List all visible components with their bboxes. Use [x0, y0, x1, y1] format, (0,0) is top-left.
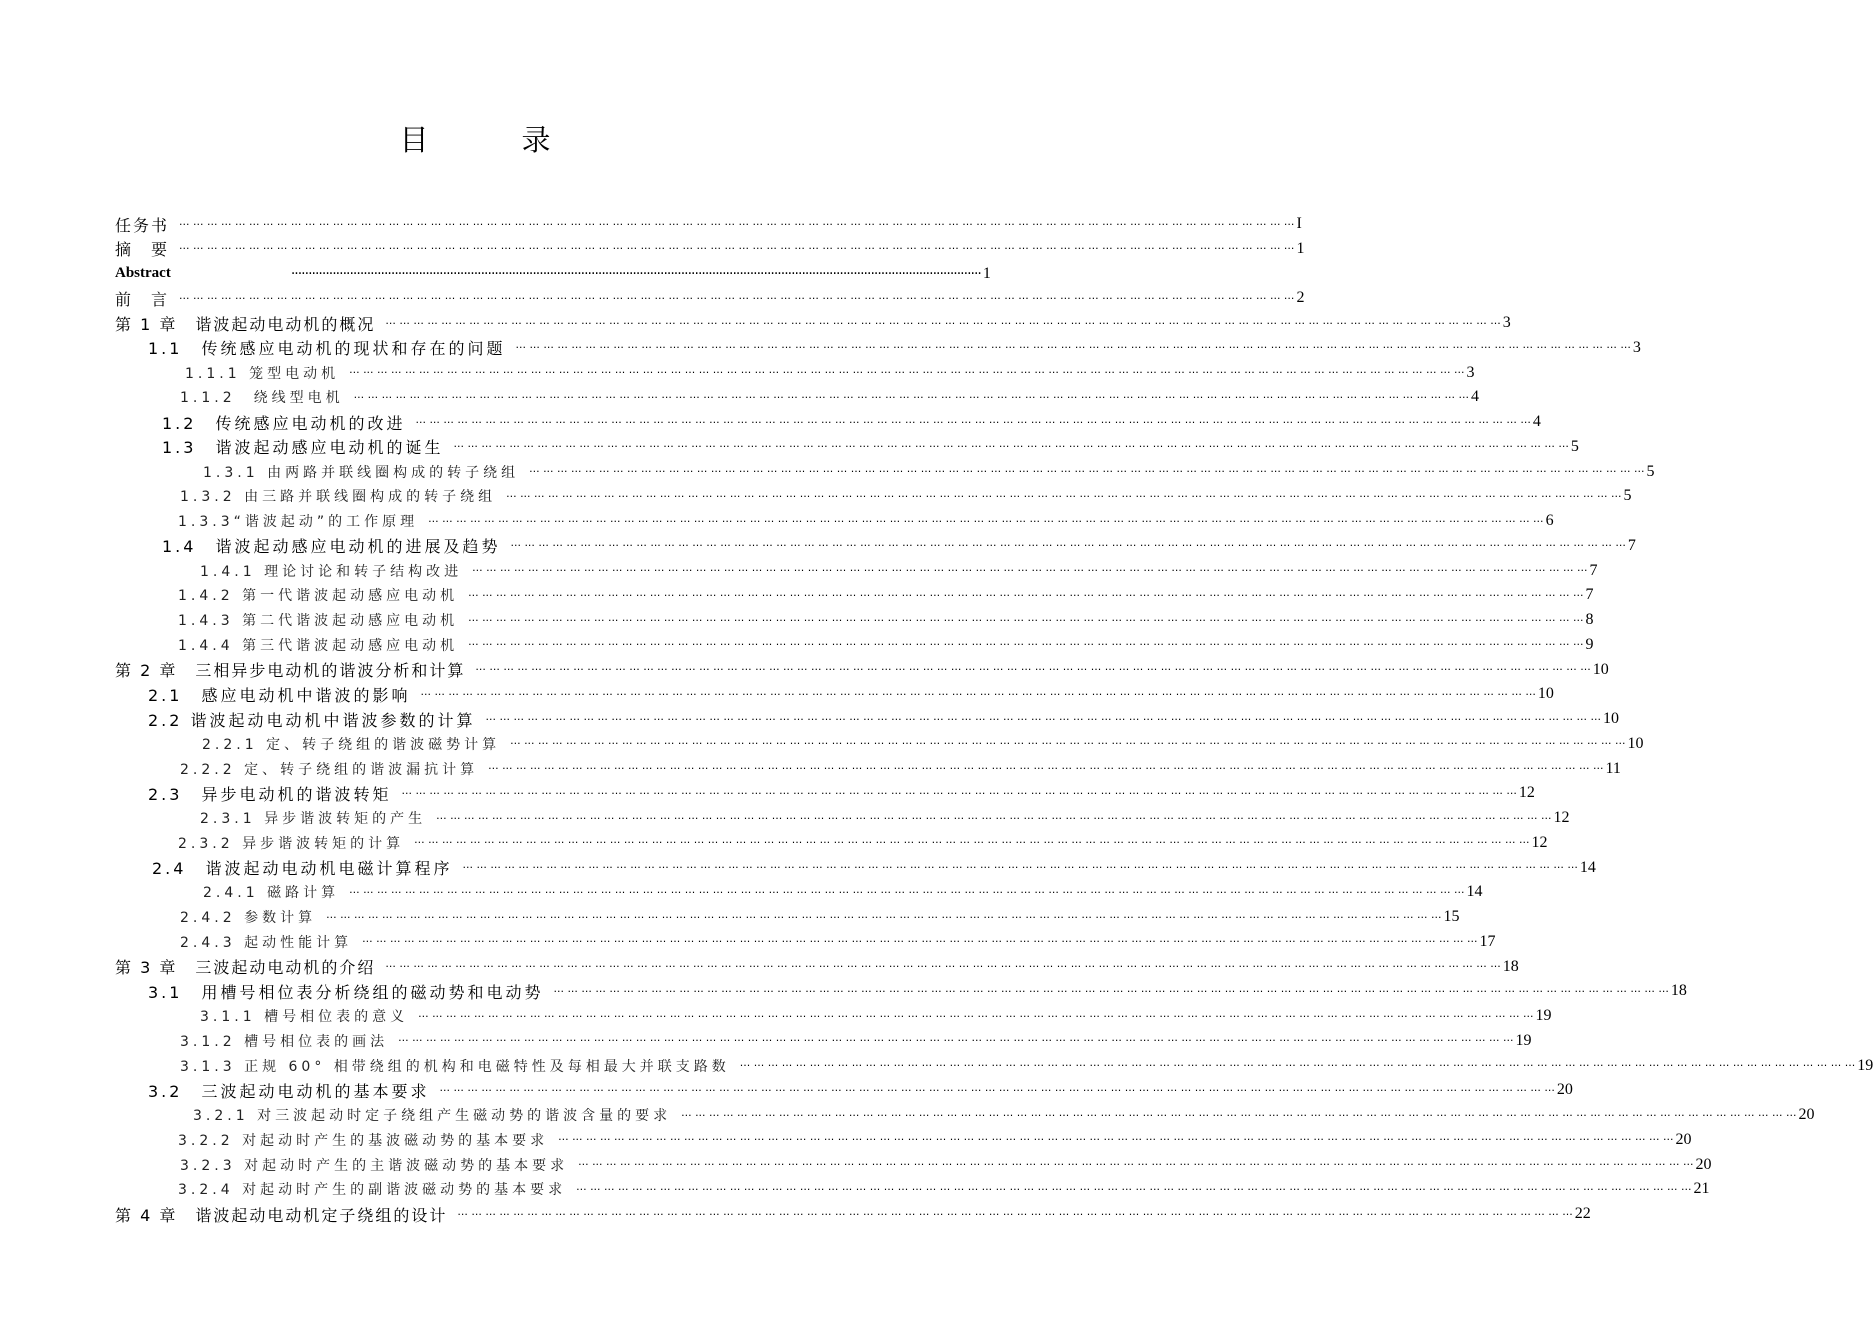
toc-entry-label: 3.1.1 槽号相位表的意义 [200, 1009, 409, 1025]
toc-entry[interactable] [178, 509, 1554, 533]
toc-entry-label: 1.3.1 由两路并联线圈构成的转子绕组 [203, 464, 520, 481]
toc-leader-dots: ··· ··· ··· ··· ··· ··· ··· ··· ··· ··· ··· ··· ··· ··· ··· ··· ··· ··· ··· ··· ··· ··· ··· ··· ··· ··· ··· ··· ··· ··· ··· ··· ··· ··· ··· ··· ··· ··· ··· ··· ··· ··· ··· ··· ··· ··· ··· ··· ··· ··· ··· ··· ··· ··· ··· ··· ··· ··· ··· ··· ··· ··· ··· ··· ··· ··· ··· ··· ··· ··· ··· ··· ··· ··· ··· ··· ··· ··· ··· ··· [439, 1083, 1555, 1097]
toc-page-number: 10 [1627, 734, 1644, 752]
toc-page-number: 17 [1479, 932, 1496, 950]
toc-page-number: 12 [1553, 809, 1570, 826]
toc-entry-label: 第 3 章 三波起动电动机的介绍 [115, 958, 376, 977]
toc-page-number: 11 [1605, 759, 1621, 777]
toc-entry-label: 2.4 谐波起动电动机电磁计算程序 [152, 859, 453, 878]
toc-entry[interactable] [185, 361, 1475, 385]
toc-entry[interactable] [178, 633, 1594, 657]
toc-entry[interactable] [115, 262, 991, 286]
toc-entry-label: Abstract [115, 265, 171, 281]
toc-page-number: 2 [1296, 289, 1305, 307]
toc-entry-label: 1.4.4 第三代谐波起动感应电动机 [178, 637, 459, 654]
toc-page-number: 20 [1695, 1155, 1712, 1173]
toc-entry[interactable] [115, 286, 1305, 310]
toc-page-number: 10 [1537, 685, 1554, 703]
toc-page-number: 15 [1443, 908, 1460, 925]
toc-entry[interactable] [152, 856, 1596, 880]
toc-page-number: 7 [1589, 561, 1598, 579]
toc-page-number: 6 [1545, 512, 1554, 529]
toc-entry-label: 1.3 谐波起动感应电动机的诞生 [162, 438, 444, 458]
toc-leader-dots: ··· ··· ··· ··· ··· ··· ··· ··· ··· ··· ··· ··· ··· ··· ··· ··· ··· ··· ··· ··· ··· ··· ··· ··· ··· ··· ··· ··· ··· ··· ··· ··· ··· ··· ··· ··· ··· ··· ··· ··· ··· ··· ··· ··· ··· ··· ··· ··· ··· ··· ··· ··· ··· ··· ··· ··· ··· ··· ··· ··· ··· ··· ··· ··· ··· ··· ··· ··· ··· ··· ··· ··· ··· ··· ··· ··· ··· ··· ··· ··· [385, 960, 1501, 973]
toc-entry-label: 3.2.1 对三波起动时定子绕组产生磁动势的谐波含量的要求 [193, 1108, 672, 1124]
toc-page-number: 1 [982, 264, 991, 282]
toc-page-number: 3 [1466, 363, 1475, 381]
toc-entry[interactable] [178, 1128, 1692, 1152]
toc-leader-dots: ··· ··· ··· ··· ··· ··· ··· ··· ··· ··· ··· ··· ··· ··· ··· ··· ··· ··· ··· ··· ··· ··· ··· ··· ··· ··· ··· ··· ··· ··· ··· ··· ··· ··· ··· ··· ··· ··· ··· ··· ··· ··· ··· ··· ··· ··· ··· ··· ··· ··· ··· ··· ··· ··· ··· ··· ··· ··· ··· ··· ··· ··· ··· ··· ··· ··· ··· ··· ··· ··· ··· ··· ··· ··· ··· ··· ··· ··· ··· ··· [179, 217, 1295, 231]
toc-entry[interactable] [193, 1103, 1815, 1127]
toc-entry-label: 3.2.2 对起动时产生的基波磁动势的基本要求 [178, 1132, 549, 1149]
toc-page-number: 18 [1502, 957, 1519, 975]
toc-entry[interactable] [162, 534, 1636, 558]
toc-entry[interactable] [180, 757, 1621, 781]
toc-leader-dots: ··· ··· ··· ··· ··· ··· ··· ··· ··· ··· ··· ··· ··· ··· ··· ··· ··· ··· ··· ··· ··· ··· ··· ··· ··· ··· ··· ··· ··· ··· ··· ··· ··· ··· ··· ··· ··· ··· ··· ··· ··· ··· ··· ··· ··· ··· ··· ··· ··· ··· ··· ··· ··· ··· ··· ··· ··· ··· ··· ··· ··· ··· ··· ··· ··· ··· ··· ··· ··· ··· ··· ··· ··· ··· ··· ··· ··· ··· ··· ··· [179, 291, 1295, 305]
toc-entry-label: 2.2.1 定、转子绕组的谐波磁势计算 [202, 736, 501, 753]
toc-entry[interactable] [180, 385, 1480, 409]
toc-entry[interactable] [203, 460, 1655, 484]
toc-page-number: 21 [1693, 1180, 1710, 1198]
toc-entry-label: 3.1 用槽号相位表分析绕组的磁动势和电动势 [148, 982, 544, 1002]
toc-leader-dots: ··· ··· ··· ··· ··· ··· ··· ··· ··· ··· ··· ··· ··· ··· ··· ··· ··· ··· ··· ··· ··· ··· ··· ··· ··· ··· ··· ··· ··· ··· ··· ··· ··· ··· ··· ··· ··· ··· ··· ··· ··· ··· ··· ··· ··· ··· ··· ··· ··· ··· ··· ··· ··· ··· ··· ··· ··· ··· ··· ··· ··· ··· ··· ··· ··· ··· ··· ··· ··· ··· ··· ··· ··· ··· ··· ··· ··· ··· ··· ··· [558, 1133, 1674, 1147]
toc-entry-label: 第 4 章 谐波起动电动机定子绕组的设计 [115, 1205, 448, 1225]
toc-page-number: 14 [1579, 858, 1596, 876]
toc-entry-label: 2.3.1 异步谐波转矩的产生 [200, 811, 427, 827]
toc-entry-label: 3.1.2 槽号相位表的画法 [180, 1033, 389, 1050]
toc-entry-label: 2.2 谐波起动电动机中谐波参数的计算 [148, 710, 476, 730]
toc-leader-dots: ··· ··· ··· ··· ··· ··· ··· ··· ··· ··· ··· ··· ··· ··· ··· ··· ··· ··· ··· ··· ··· ··· ··· ··· ··· ··· ··· ··· ··· ··· ··· ··· ··· ··· ··· ··· ··· ··· ··· ··· ··· ··· ··· ··· ··· ··· ··· ··· ··· ··· ··· ··· ··· ··· ··· ··· ··· ··· ··· ··· ··· ··· ··· ··· ··· ··· ··· ··· ··· ··· ··· ··· ··· ··· ··· ··· ··· ··· ··· ··· [681, 1108, 1797, 1122]
toc-leader-dots: ··· ··· ··· ··· ··· ··· ··· ··· ··· ··· ··· ··· ··· ··· ··· ··· ··· ··· ··· ··· ··· ··· ··· ··· ··· ··· ··· ··· ··· ··· ··· ··· ··· ··· ··· ··· ··· ··· ··· ··· ··· ··· ··· ··· ··· ··· ··· ··· ··· ··· ··· ··· ··· ··· ··· ··· ··· ··· ··· ··· ··· ··· ··· ··· ··· ··· ··· ··· ··· ··· ··· ··· ··· ··· ··· ··· ··· ··· ··· ··· [510, 539, 1626, 553]
toc-leader-dots: ··· ··· ··· ··· ··· ··· ··· ··· ··· ··· ··· ··· ··· ··· ··· ··· ··· ··· ··· ··· ··· ··· ··· ··· ··· ··· ··· ··· ··· ··· ··· ··· ··· ··· ··· ··· ··· ··· ··· ··· ··· ··· ··· ··· ··· ··· ··· ··· ··· ··· ··· ··· ··· ··· ··· ··· ··· ··· ··· ··· ··· ··· ··· ··· ··· ··· ··· ··· ··· ··· ··· ··· ··· ··· ··· ··· ··· ··· ··· ··· [578, 1158, 1694, 1171]
toc-entry-label: 3.2.3 对起动时产生的主谐波磁动势的基本要求 [180, 1157, 569, 1174]
toc-entry-label: 前 言 [115, 289, 170, 309]
toc-entry-label: 摘 要 [115, 240, 170, 260]
toc-entry[interactable] [148, 1078, 1573, 1102]
toc-entry-label: 1.3.2 由三路并联线圈构成的转子绕组 [180, 489, 497, 506]
toc-entry[interactable] [115, 955, 1519, 979]
toc-leader-dots: ··· ··· ··· ··· ··· ··· ··· ··· ··· ··· ··· ··· ··· ··· ··· ··· ··· ··· ··· ··· ··· ··· ··· ··· ··· ··· ··· ··· ··· ··· ··· ··· ··· ··· ··· ··· ··· ··· ··· ··· ··· ··· ··· ··· ··· ··· ··· ··· ··· ··· ··· ··· ··· ··· ··· ··· ··· ··· ··· ··· ··· ··· ··· ··· ··· ··· ··· ··· ··· ··· ··· ··· ··· ··· ··· ··· ··· ··· ··· ··· [510, 737, 1626, 751]
toc-leader-dots: ··· ··· ··· ··· ··· ··· ··· ··· ··· ··· ··· ··· ··· ··· ··· ··· ··· ··· ··· ··· ··· ··· ··· ··· ··· ··· ··· ··· ··· ··· ··· ··· ··· ··· ··· ··· ··· ··· ··· ··· ··· ··· ··· ··· ··· ··· ··· ··· ··· ··· ··· ··· ··· ··· ··· ··· ··· ··· ··· ··· ··· ··· ··· ··· ··· ··· ··· ··· ··· ··· ··· ··· ··· ··· ··· ··· ··· ··· ··· ··· [553, 984, 1669, 998]
toc-entry[interactable] [180, 1029, 1532, 1053]
toc-leader-dots: ··· ··· ··· ··· ··· ··· ··· ··· ··· ··· ··· ··· ··· ··· ··· ··· ··· ··· ··· ··· ··· ··· ··· ··· ··· ··· ··· ··· ··· ··· ··· ··· ··· ··· ··· ··· ··· ··· ··· ··· ··· ··· ··· ··· ··· ··· ··· ··· ··· ··· ··· ··· ··· ··· ··· ··· ··· ··· ··· ··· ··· ··· ··· ··· ··· ··· ··· ··· ··· ··· ··· ··· ··· ··· ··· ··· ··· ··· ··· ··· [362, 935, 1478, 949]
toc-entry-label: 1.4 谐波起动感应电动机的进展及趋势 [162, 537, 501, 557]
toc-leader-dots: ··· ··· ··· ··· ··· ··· ··· ··· ··· ··· ··· ··· ··· ··· ··· ··· ··· ··· ··· ··· ··· ··· ··· ··· ··· ··· ··· ··· ··· ··· ··· ··· ··· ··· ··· ··· ··· ··· ··· ··· ··· ··· ··· ··· ··· ··· ··· ··· ··· ··· ··· ··· ··· ··· ··· ··· ··· ··· ··· ··· ··· ··· ··· ··· ··· ··· ··· ··· ··· ··· ··· ··· ··· ··· ··· ··· ··· ··· ··· ··· [326, 910, 1442, 924]
toc-entry-label: 2.4.2 参数计算 [180, 910, 317, 926]
toc-page-number: 19 [1857, 1056, 1873, 1074]
toc-leader-dots: ··· ··· ··· ··· ··· ··· ··· ··· ··· ··· ··· ··· ··· ··· ··· ··· ··· ··· ··· ··· ··· ··· ··· ··· ··· ··· ··· ··· ··· ··· ··· ··· ··· ··· ··· ··· ··· ··· ··· ··· ··· ··· ··· ··· ··· ··· ··· ··· ··· ··· ··· ··· ··· ··· ··· ··· ··· ··· ··· ··· ··· ··· ··· ··· ··· ··· ··· ··· ··· ··· ··· ··· ··· ··· ··· ··· ··· ··· ··· ··· [436, 811, 1552, 825]
toc-entry[interactable] [202, 732, 1644, 756]
toc-leader-dots: ··· ··· ··· ··· ··· ··· ··· ··· ··· ··· ··· ··· ··· ··· ··· ··· ··· ··· ··· ··· ··· ··· ··· ··· ··· ··· ··· ··· ··· ··· ··· ··· ··· ··· ··· ··· ··· ··· ··· ··· ··· ··· ··· ··· ··· ··· ··· ··· ··· ··· ··· ··· ··· ··· ··· ··· ··· ··· ··· ··· ··· ··· ··· ··· ··· ··· ··· ··· ··· ··· ··· ··· ··· ··· ··· ··· ··· ··· ··· ··· [415, 415, 1531, 429]
toc-leader-dots: ··· ··· ··· ··· ··· ··· ··· ··· ··· ··· ··· ··· ··· ··· ··· ··· ··· ··· ··· ··· ··· ··· ··· ··· ··· ··· ··· ··· ··· ··· ··· ··· ··· ··· ··· ··· ··· ··· ··· ··· ··· ··· ··· ··· ··· ··· ··· ··· ··· ··· ··· ··· ··· ··· ··· ··· ··· ··· ··· ··· ··· ··· ··· ··· ··· ··· ··· ··· ··· ··· ··· ··· ··· ··· ··· ··· ··· ··· ··· ··· [453, 440, 1569, 454]
toc-entry-label: 3.2.4 对起动时产生的副谐波磁动势的基本要求 [178, 1182, 567, 1199]
toc-entry-label: 2.2.2 定、转子绕组的谐波漏抗计算 [180, 761, 479, 778]
toc-entry[interactable] [115, 311, 1511, 335]
toc-page-number: 1 [1296, 239, 1305, 257]
toc-leader-dots: ··· ··· ··· ··· ··· ··· ··· ··· ··· ··· ··· ··· ··· ··· ··· ··· ··· ··· ··· ··· ··· ··· ··· ··· ··· ··· ··· ··· ··· ··· ··· ··· ··· ··· ··· ··· ··· ··· ··· ··· ··· ··· ··· ··· ··· ··· ··· ··· ··· ··· ··· ··· ··· ··· ··· ··· ··· ··· ··· ··· ··· ··· ··· ··· ··· ··· ··· ··· ··· ··· ··· ··· ··· ··· ··· ··· ··· ··· ··· ··· [398, 1034, 1514, 1048]
toc-page-number: 9 [1585, 635, 1594, 653]
toc-entry-label: 2.4.1 磁路计算 [203, 885, 340, 902]
toc-leader-dots: ··· ··· ··· ··· ··· ··· ··· ··· ··· ··· ··· ··· ··· ··· ··· ··· ··· ··· ··· ··· ··· ··· ··· ··· ··· ··· ··· ··· ··· ··· ··· ··· ··· ··· ··· ··· ··· ··· ··· ··· ··· ··· ··· ··· ··· ··· ··· ··· ··· ··· ··· ··· ··· ··· ··· ··· ··· ··· ··· ··· ··· ··· ··· ··· ··· ··· ··· ··· ··· ··· ··· ··· ··· ··· ··· ··· ··· ··· ··· ··· [506, 489, 1622, 503]
toc-page-number: 7 [1627, 536, 1636, 554]
toc-leader-dots: ··· ··· ··· ··· ··· ··· ··· ··· ··· ··· ··· ··· ··· ··· ··· ··· ··· ··· ··· ··· ··· ··· ··· ··· ··· ··· ··· ··· ··· ··· ··· ··· ··· ··· ··· ··· ··· ··· ··· ··· ··· ··· ··· ··· ··· ··· ··· ··· ··· ··· ··· ··· ··· ··· ··· ··· ··· ··· ··· ··· ··· ··· ··· ··· ··· ··· ··· ··· ··· ··· ··· ··· ··· ··· ··· ··· ··· ··· ··· ··· [457, 1207, 1573, 1221]
toc-entry[interactable] [115, 212, 1302, 236]
toc-page-number: 8 [1585, 611, 1594, 628]
toc-page-number: 3 [1632, 338, 1641, 356]
toc-page-number: 12 [1531, 833, 1548, 851]
toc-leader-dots: ··· ··· ··· ··· ··· ··· ··· ··· ··· ··· ··· ··· ··· ··· ··· ··· ··· ··· ··· ··· ··· ··· ··· ··· ··· ··· ··· ··· ··· ··· ··· ··· ··· ··· ··· ··· ··· ··· ··· ··· ··· ··· ··· ··· ··· ··· ··· ··· ··· ··· ··· ··· ··· ··· ··· ··· ··· ··· ··· ··· ··· ··· ··· ··· ··· ··· ··· ··· ··· ··· ··· ··· ··· ··· ··· ··· ··· ··· ··· ··· [485, 712, 1601, 726]
toc-entry-label: 2.4.3 起动性能计算 [180, 934, 353, 951]
toc-entry[interactable] [180, 930, 1496, 954]
toc-entry[interactable] [148, 682, 1554, 706]
toc-leader-dots: ··· ··· ··· ··· ··· ··· ··· ··· ··· ··· ··· ··· ··· ··· ··· ··· ··· ··· ··· ··· ··· ··· ··· ··· ··· ··· ··· ··· ··· ··· ··· ··· ··· ··· ··· ··· ··· ··· ··· ··· ··· ··· ··· ··· ··· ··· ··· ··· ··· ··· ··· ··· ··· ··· ··· ··· ··· ··· ··· ··· ··· ··· ··· ··· ··· ··· ··· ··· ··· ··· ··· ··· ··· ··· ··· ··· ··· ··· ··· ··· [468, 613, 1584, 627]
toc-leader-dots: ··· ··· ··· ··· ··· ··· ··· ··· ··· ··· ··· ··· ··· ··· ··· ··· ··· ··· ··· ··· ··· ··· ··· ··· ··· ··· ··· ··· ··· ··· ··· ··· ··· ··· ··· ··· ··· ··· ··· ··· ··· ··· ··· ··· ··· ··· ··· ··· ··· ··· ··· ··· ··· ··· ··· ··· ··· ··· ··· ··· ··· ··· ··· ··· ··· ··· ··· ··· ··· ··· ··· ··· ··· ··· ··· ··· ··· ··· ··· ··· [739, 1059, 1856, 1072]
toc-entry[interactable] [148, 781, 1535, 805]
toc-leader-dots: ··· ··· ··· ··· ··· ··· ··· ··· ··· ··· ··· ··· ··· ··· ··· ··· ··· ··· ··· ··· ··· ··· ··· ··· ··· ··· ··· ··· ··· ··· ··· ··· ··· ··· ··· ··· ··· ··· ··· ··· ··· ··· ··· ··· ··· ··· ··· ··· ··· ··· ··· ··· ··· ··· ··· ··· ··· ··· ··· ··· ··· ··· ··· ··· ··· ··· ··· ··· ··· ··· ··· ··· ··· ··· ··· ··· ··· ··· ··· ··· [401, 786, 1517, 800]
toc-entry-label: 1.3.3“谐波起动”的工作原理 [178, 514, 419, 530]
toc-leader-dots: ··· ··· ··· ··· ··· ··· ··· ··· ··· ··· ··· ··· ··· ··· ··· ··· ··· ··· ··· ··· ··· ··· ··· ··· ··· ··· ··· ··· ··· ··· ··· ··· ··· ··· ··· ··· ··· ··· ··· ··· ··· ··· ··· ··· ··· ··· ··· ··· ··· ··· ··· ··· ··· ··· ··· ··· ··· ··· ··· ··· ··· ··· ··· ··· ··· ··· ··· ··· ··· ··· ··· ··· ··· ··· ··· ··· ··· ··· ··· ··· [576, 1182, 1692, 1196]
toc-leader-dots: ··· ··· ··· ··· ··· ··· ··· ··· ··· ··· ··· ··· ··· ··· ··· ··· ··· ··· ··· ··· ··· ··· ··· ··· ··· ··· ··· ··· ··· ··· ··· ··· ··· ··· ··· ··· ··· ··· ··· ··· ··· ··· ··· ··· ··· ··· ··· ··· ··· ··· ··· ··· ··· ··· ··· ··· ··· ··· ··· ··· ··· ··· ··· ··· ··· ··· ··· ··· ··· ··· ··· ··· ··· ··· ··· ··· ··· ··· ··· ··· [179, 242, 1295, 256]
toc-entry[interactable] [178, 831, 1548, 855]
toc-entry[interactable] [178, 1177, 1710, 1201]
toc-entry[interactable] [180, 1153, 1712, 1177]
toc-leader-dots: ··· ··· ··· ··· ··· ··· ··· ··· ··· ··· ··· ··· ··· ··· ··· ··· ··· ··· ··· ··· ··· ··· ··· ··· ··· ··· ··· ··· ··· ··· ··· ··· ··· ··· ··· ··· ··· ··· ··· ··· ··· ··· ··· ··· ··· ··· ··· ··· ··· ··· ··· ··· ··· ··· ··· ··· ··· ··· ··· ··· ··· ··· ··· ··· ··· ··· ··· ··· ··· ··· ··· ··· ··· ··· ··· ··· ··· ··· ··· ··· [414, 836, 1530, 850]
toc-entry-label: 1.1.2 绕线型电机 [180, 390, 344, 407]
toc-page-number: 5 [1623, 487, 1632, 505]
toc-entry[interactable] [115, 237, 1305, 261]
toc-page-number: 4 [1532, 413, 1541, 430]
toc-page-number: 20 [1556, 1081, 1573, 1099]
toc-entry-label: 3.1.3 正规 60° 相带绕组的机构和电磁特性及每相最大并联支路数 [180, 1058, 730, 1075]
toc-page-number: 19 [1515, 1031, 1532, 1049]
toc-leader-dots: ··· ··· ··· ··· ··· ··· ··· ··· ··· ··· ··· ··· ··· ··· ··· ··· ··· ··· ··· ··· ··· ··· ··· ··· ··· ··· ··· ··· ··· ··· ··· ··· ··· ··· ··· ··· ··· ··· ··· ··· ··· ··· ··· ··· ··· ··· ··· ··· ··· ··· ··· ··· ··· ··· ··· ··· ··· ··· ··· ··· ··· ··· ··· ··· ··· ··· ··· ··· ··· ··· ··· ··· ··· ··· ··· ··· ··· ··· ··· ··· [468, 638, 1584, 652]
toc-entry[interactable] [180, 905, 1460, 929]
toc-entry[interactable] [162, 435, 1579, 459]
toc-page-number: 20 [1798, 1106, 1815, 1123]
toc-entry[interactable] [148, 707, 1619, 731]
toc-leader-dots: ··· ··· ··· ··· ··· ··· ··· ··· ··· ··· ··· ··· ··· ··· ··· ··· ··· ··· ··· ··· ··· ··· ··· ··· ··· ··· ··· ··· ··· ··· ··· ··· ··· ··· ··· ··· ··· ··· ··· ··· ··· ··· ··· ··· ··· ··· ··· ··· ··· ··· ··· ··· ··· ··· ··· ··· ··· ··· ··· ··· ··· ··· ··· ··· ··· ··· ··· ··· ··· ··· ··· ··· ··· ··· ··· ··· ··· ··· ··· ··· [462, 861, 1578, 874]
toc-entry-label: 2.3 异步电动机的谐波转矩 [148, 784, 392, 804]
toc-page-number: I [1296, 215, 1302, 232]
toc-page-number: 5 [1646, 462, 1655, 480]
toc-leader-dots: ··· ··· ··· ··· ··· ··· ··· ··· ··· ··· ··· ··· ··· ··· ··· ··· ··· ··· ··· ··· ··· ··· ··· ··· ··· ··· ··· ··· ··· ··· ··· ··· ··· ··· ··· ··· ··· ··· ··· ··· ··· ··· ··· ··· ··· ··· ··· ··· ··· ··· ··· ··· ··· ··· ··· ··· ··· ··· ··· ··· ··· ··· ··· ··· ··· ··· ··· ··· ··· ··· ··· ··· ··· ··· ··· ··· ··· ··· ··· ··· [385, 316, 1501, 330]
toc-page-number: 3 [1502, 314, 1511, 331]
toc-entry-label: 任务书 [115, 215, 170, 235]
toc-entry[interactable] [180, 1054, 1873, 1078]
toc-entry-label: 2.3.2 异步谐波转矩的计算 [178, 835, 405, 852]
toc-page-number: 18 [1670, 982, 1687, 1000]
toc-entry[interactable] [115, 658, 1609, 682]
toc-leader-dots: ··· ··· ··· ··· ··· ··· ··· ··· ··· ··· ··· ··· ··· ··· ··· ··· ··· ··· ··· ··· ··· ··· ··· ··· ··· ··· ··· ··· ··· ··· ··· ··· ··· ··· ··· ··· ··· ··· ··· ··· ··· ··· ··· ··· ··· ··· ··· ··· ··· ··· ··· ··· ··· ··· ··· ··· ··· ··· ··· ··· ··· ··· ··· ··· ··· ··· ··· ··· ··· ··· ··· ··· ··· ··· ··· ··· ··· ··· ··· ··· [488, 762, 1604, 775]
toc-page-number: 12 [1518, 784, 1535, 802]
toc-leader-dots: ··· ··· ··· ··· ··· ··· ··· ··· ··· ··· ··· ··· ··· ··· ··· ··· ··· ··· ··· ··· ··· ··· ··· ··· ··· ··· ··· ··· ··· ··· ··· ··· ··· ··· ··· ··· ··· ··· ··· ··· ··· ··· ··· ··· ··· ··· ··· ··· ··· ··· ··· ··· ··· ··· ··· ··· ··· ··· ··· ··· ··· ··· ··· ··· ··· ··· ··· ··· ··· ··· ··· ··· ··· ··· ··· ··· ··· ··· ··· ··· [418, 1009, 1534, 1023]
toc-page-number: 7 [1585, 586, 1594, 604]
toc-page-number: 19 [1535, 1007, 1552, 1024]
toc-leader-dots: ··· ··· ··· ··· ··· ··· ··· ··· ··· ··· ··· ··· ··· ··· ··· ··· ··· ··· ··· ··· ··· ··· ··· ··· ··· ··· ··· ··· ··· ··· ··· ··· ··· ··· ··· ··· ··· ··· ··· ··· ··· ··· ··· ··· ··· ··· ··· ··· ··· ··· ··· ··· ··· ··· ··· ··· ··· ··· ··· ··· ··· ··· ··· ··· ··· ··· ··· ··· ··· ··· ··· ··· ··· ··· ··· ··· ··· ··· ··· ··· [472, 564, 1588, 577]
toc-leader-dots: ··· ··· ··· ··· ··· ··· ··· ··· ··· ··· ··· ··· ··· ··· ··· ··· ··· ··· ··· ··· ··· ··· ··· ··· ··· ··· ··· ··· ··· ··· ··· ··· ··· ··· ··· ··· ··· ··· ··· ··· ··· ··· ··· ··· ··· ··· ··· ··· ··· ··· ··· ··· ··· ··· ··· ··· ··· ··· ··· ··· ··· ··· ··· ··· ··· ··· ··· ··· ··· ··· ··· ··· ··· ··· ··· ··· ··· ··· ··· ··· [353, 390, 1470, 404]
toc-entry[interactable] [162, 410, 1541, 434]
toc-entry[interactable] [200, 1004, 1552, 1028]
toc-entry-label: 第 1 章 谐波起动电动机的概况 [115, 314, 376, 334]
toc-page-number: 10 [1592, 660, 1609, 678]
toc-page-number: 10 [1602, 710, 1619, 727]
toc-entry[interactable] [115, 1202, 1591, 1226]
toc-leader-dots: ··· ··· ··· ··· ··· ··· ··· ··· ··· ··· ··· ··· ··· ··· ··· ··· ··· ··· ··· ··· ··· ··· ··· ··· ··· ··· ··· ··· ··· ··· ··· ··· ··· ··· ··· ··· ··· ··· ··· ··· ··· ··· ··· ··· ··· ··· ··· ··· ··· ··· ··· ··· ··· ··· ··· ··· ··· ··· ··· ··· ··· ··· ··· ··· ··· ··· ··· ··· ··· ··· ··· ··· ··· ··· ··· ··· ··· ··· ··· ··· [428, 514, 1544, 528]
toc-entry-label: 2.1 感应电动机中谐波的影响 [148, 685, 411, 705]
toc-leader-dots: ··· ··· ··· ··· ··· ··· ··· ··· ··· ··· ··· ··· ··· ··· ··· ··· ··· ··· ··· ··· ··· ··· ··· ··· ··· ··· ··· ··· ··· ··· ··· ··· ··· ··· ··· ··· ··· ··· ··· ··· ··· ··· ··· ··· ··· ··· ··· ··· ··· ··· ··· ··· ··· ··· ··· ··· ··· ··· ··· ··· ··· ··· ··· ··· ··· ··· ··· ··· ··· ··· ··· ··· ··· ··· ··· ··· ··· ··· ··· ··· [420, 687, 1536, 701]
toc-leader-dots: ··· ··· ··· ··· ··· ··· ··· ··· ··· ··· ··· ··· ··· ··· ··· ··· ··· ··· ··· ··· ··· ··· ··· ··· ··· ··· ··· ··· ··· ··· ··· ··· ··· ··· ··· ··· ··· ··· ··· ··· ··· ··· ··· ··· ··· ··· ··· ··· ··· ··· ··· ··· ··· ··· ··· ··· ··· ··· ··· ··· ··· ··· ··· ··· ··· ··· ··· ··· ··· ··· ··· ··· ··· ··· ··· ··· ··· ··· ··· ··· [349, 885, 1465, 899]
toc-entry-label: 1.2 传统感应电动机的改进 [162, 413, 406, 433]
toc-leader-dots: ··· ··· ··· ··· ··· ··· ··· ··· ··· ··· ··· ··· ··· ··· ··· ··· ··· ··· ··· ··· ··· ··· ··· ··· ··· ··· ··· ··· ··· ··· ··· ··· ··· ··· ··· ··· ··· ··· ··· ··· ··· ··· ··· ··· ··· ··· ··· ··· ··· ··· ··· ··· ··· ··· ··· ··· ··· ··· ··· ··· ··· ··· ··· ··· ··· ··· ··· ··· ··· ··· ··· ··· ··· ··· ··· ··· ··· ··· ··· ··· [475, 663, 1591, 676]
page-title: 目 录 [399, 123, 583, 157]
toc-leader-dots: ··· ··· ··· ··· ··· ··· ··· ··· ··· ··· ··· ··· ··· ··· ··· ··· ··· ··· ··· ··· ··· ··· ··· ··· ··· ··· ··· ··· ··· ··· ··· ··· ··· ··· ··· ··· ··· ··· ··· ··· ··· ··· ··· ··· ··· ··· ··· ··· ··· ··· ··· ··· ··· ··· ··· ··· ··· ··· ··· ··· ··· ··· ··· ··· ··· ··· ··· ··· ··· ··· ··· ··· ··· ··· ··· ··· ··· ··· ··· ··· [529, 465, 1645, 478]
toc-entry-label: 第 2 章 三相异步电动机的谐波分析和计算 [115, 661, 466, 680]
toc-leader-dots: ··· ··· ··· ··· ··· ··· ··· ··· ··· ··· ··· ··· ··· ··· ··· ··· ··· ··· ··· ··· ··· ··· ··· ··· ··· ··· ··· ··· ··· ··· ··· ··· ··· ··· ··· ··· ··· ··· ··· ··· ··· ··· ··· ··· ··· ··· ··· ··· ··· ··· ··· ··· ··· ··· ··· ··· ··· ··· ··· ··· ··· ··· ··· ··· ··· ··· ··· ··· ··· ··· ··· ··· ··· ··· ··· ··· ··· ··· ··· ··· [468, 588, 1584, 602]
toc-leader-dots: ··· ··· ··· ··· ··· ··· ··· ··· ··· ··· ··· ··· ··· ··· ··· ··· ··· ··· ··· ··· ··· ··· ··· ··· ··· ··· ··· ··· ··· ··· ··· ··· ··· ··· ··· ··· ··· ··· ··· ··· ··· ··· ··· ··· ··· ··· ··· ··· ··· ··· ··· ··· ··· ··· ··· ··· ··· ··· ··· ··· ··· ··· ··· ··· ··· ··· ··· ··· ··· ··· ··· ··· ··· ··· ··· ··· ··· ··· ··· ··· [515, 341, 1631, 355]
toc-entry-label: 1.1.1 笼型电动机 [185, 365, 340, 382]
toc-leader-dots: ··· ··· ··· ··· ··· ··· ··· ··· ··· ··· ··· ··· ··· ··· ··· ··· ··· ··· ··· ··· ··· ··· ··· ··· ··· ··· ··· ··· ··· ··· ··· ··· ··· ··· ··· ··· ··· ··· ··· ··· ··· ··· ··· ··· ··· ··· ··· ··· ··· ··· ··· ··· ··· ··· ··· ··· ··· ··· ··· ··· ··· ··· ··· ··· ··· ··· ··· ··· ··· ··· ··· ··· ··· ··· ··· ··· ··· ··· ··· ··· [349, 366, 1465, 379]
toc-page-number: 20 [1675, 1130, 1692, 1148]
toc-entry[interactable] [200, 559, 1598, 583]
toc-page-number: 14 [1466, 883, 1483, 901]
toc-entry[interactable] [203, 880, 1483, 904]
toc-entry[interactable] [178, 608, 1594, 632]
toc-entry[interactable] [148, 336, 1641, 360]
toc-page-number: 4 [1471, 388, 1480, 406]
toc-leader-dots: ········································································································································································································ [290, 265, 981, 282]
toc-entry[interactable] [200, 806, 1570, 830]
toc-entry-label: 1.4.3 第二代谐波起动感应电动机 [178, 613, 459, 629]
toc-entry[interactable] [148, 979, 1687, 1003]
toc-entry[interactable] [178, 583, 1594, 607]
toc-entry-label: 1.4.2 第一代谐波起动感应电动机 [178, 588, 459, 605]
toc-entry-label: 1.4.1 理论讨论和转子结构改进 [200, 563, 463, 580]
toc-entry-label: 3.2 三波起动电动机的基本要求 [148, 1081, 430, 1101]
toc-page-number: 22 [1574, 1205, 1591, 1222]
toc-entry-label: 1.1 传统感应电动机的现状和存在的问题 [148, 339, 506, 359]
toc-page-number: 5 [1570, 437, 1579, 455]
toc-entry[interactable] [180, 484, 1632, 508]
